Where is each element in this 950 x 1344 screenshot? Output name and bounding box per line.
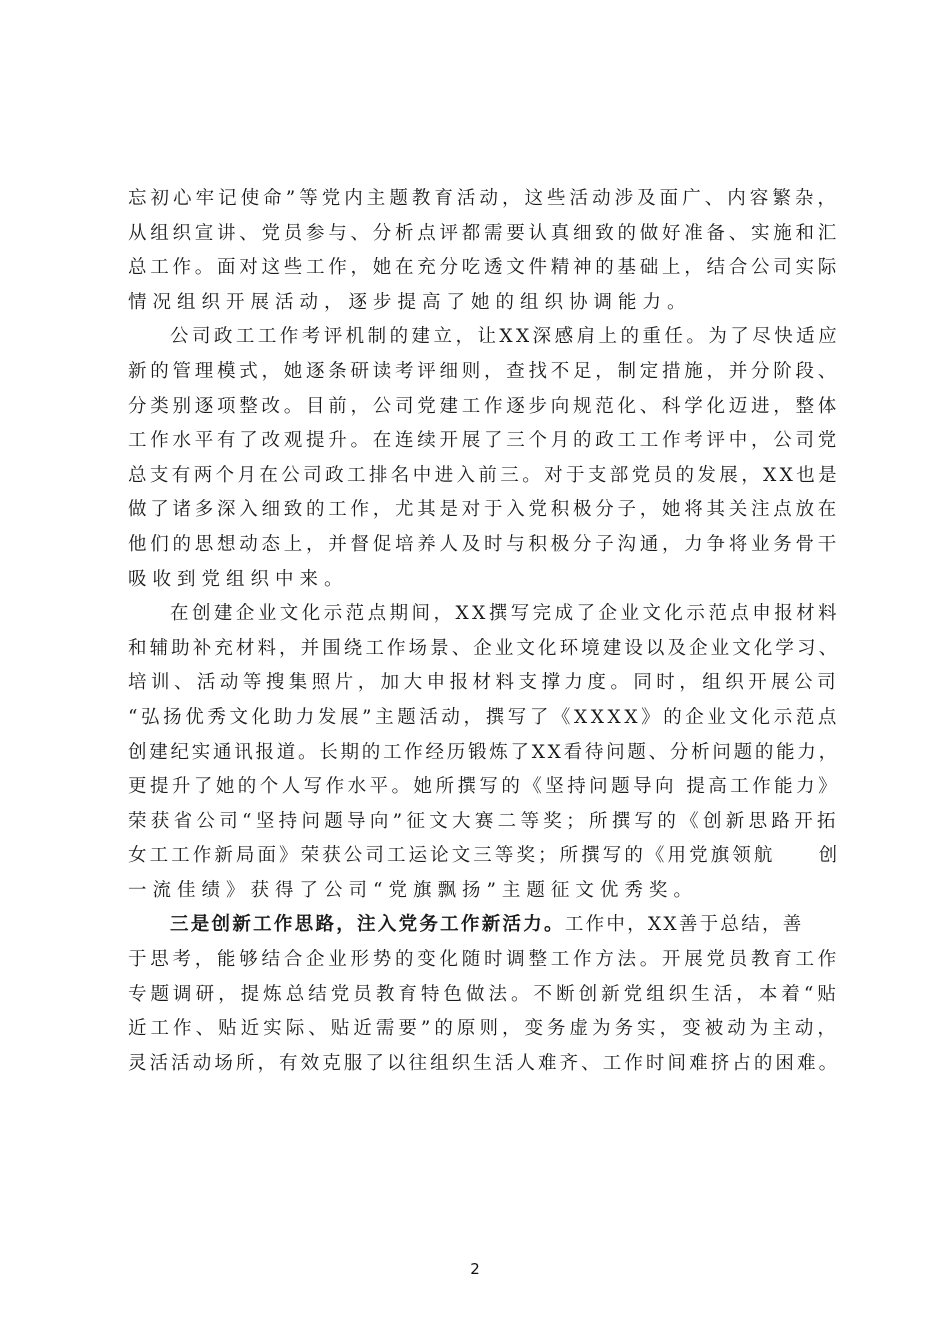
- text-line: 一流佳绩》获得了公司“党旗飘扬”主题征文优秀奖。: [128, 879, 698, 901]
- text-line: 和辅助补充材料，并围绕工作场景、企业文化环境建设以及企业文化学习、: [128, 637, 841, 659]
- text-line: 女工工作新局面》荣获公司工运论文三等奖；所撰写的《用党旗领航 创: [128, 845, 841, 867]
- text-line: 培训、活动等搜集照片，加大申报材料支撑力度。同时，组织开展公司: [128, 672, 841, 694]
- text-line: 总支有两个月在公司政工排名中进入前三。对于支部党员的发展，XX也是: [128, 464, 841, 486]
- text-line: 做了诸多深入细致的工作，尤其是对于入党积极分子，她将其关注点放在: [128, 499, 841, 521]
- document-body: [128, 182, 840, 1081]
- text-line: 情况组织开展活动，逐步提高了她的组织协调能力。: [128, 291, 692, 313]
- text-line: 从组织宣讲、党员参与、分析点评都需要认真细致的做好准备、实施和汇: [128, 222, 841, 244]
- text-line-with-lead: [128, 908, 840, 943]
- text-line: 荣获省公司“坚持问题导向”征文大赛二等奖；所撰写的《创新思路开拓: [128, 810, 840, 832]
- text-line: 于思考，能够结合企业形势的变化随时调整工作方法。开展党员教育工作: [128, 949, 841, 971]
- text-line: 创建纪实通讯报道。长期的工作经历锻炼了XX看待问题、分析问题的能力，: [128, 741, 840, 763]
- text-line: 近工作、贴近实际、贴近需要”的原则，变务虚为务实，变被动为主动，: [128, 1018, 840, 1040]
- lead-rest-text: 工作中，XX善于总结，善: [564, 914, 804, 936]
- text-line: 分类别逐项整改。目前，公司党建工作逐步向规范化、科学化迈进，整体: [128, 395, 841, 417]
- text-line: 更提升了她的个人写作水平。她所撰写的《坚持问题导向 提高工作能力》: [128, 776, 841, 798]
- text-line: “弘扬优秀文化助力发展”主题活动，撰写了《XXXX》的企业文化示范点: [128, 706, 840, 728]
- paragraph-3: [128, 597, 840, 908]
- text-line: 总工作。面对这些工作，她在充分吃透文件精神的基础上，结合公司实际: [128, 257, 841, 279]
- paragraph-4: [128, 908, 840, 1081]
- paragraph-1: [128, 182, 840, 320]
- text-line: 吸收到党组织中来。: [128, 568, 349, 590]
- text-line: 在创建企业文化示范点期间，XX撰写完成了企业文化示范点申报材料: [170, 603, 841, 625]
- text-line: 他们的思想动态上，并督促培养人及时与积极分子沟通，力争将业务骨干: [128, 533, 841, 555]
- page-number: 2: [470, 1260, 480, 1278]
- paragraph-2: [128, 320, 840, 597]
- text-line: 专题调研，提炼总结党员教育特色做法。不断创新党组织生活，本着“贴: [128, 983, 840, 1005]
- text-line: 忘初心牢记使命”等党内主题教育活动，这些活动涉及面广、内容繁杂，: [128, 188, 840, 209]
- bold-lead-sentence: 三是创新工作思路，注入党务工作新活力。: [170, 914, 565, 936]
- text-line: 公司政工工作考评机制的建立，让XX深感肩上的重任。为了尽快适应: [170, 326, 841, 348]
- text-line: 新的管理模式，她逐条研读考评细则，查找不足，制定措施，并分阶段、: [128, 360, 841, 382]
- text-line: 灵活活动场所，有效克服了以往组织生活人难齐、工作时间难挤占的困难。: [128, 1052, 841, 1074]
- text-line: 工作水平有了改观提升。在连续开展了三个月的政工工作考评中，公司党: [128, 430, 841, 452]
